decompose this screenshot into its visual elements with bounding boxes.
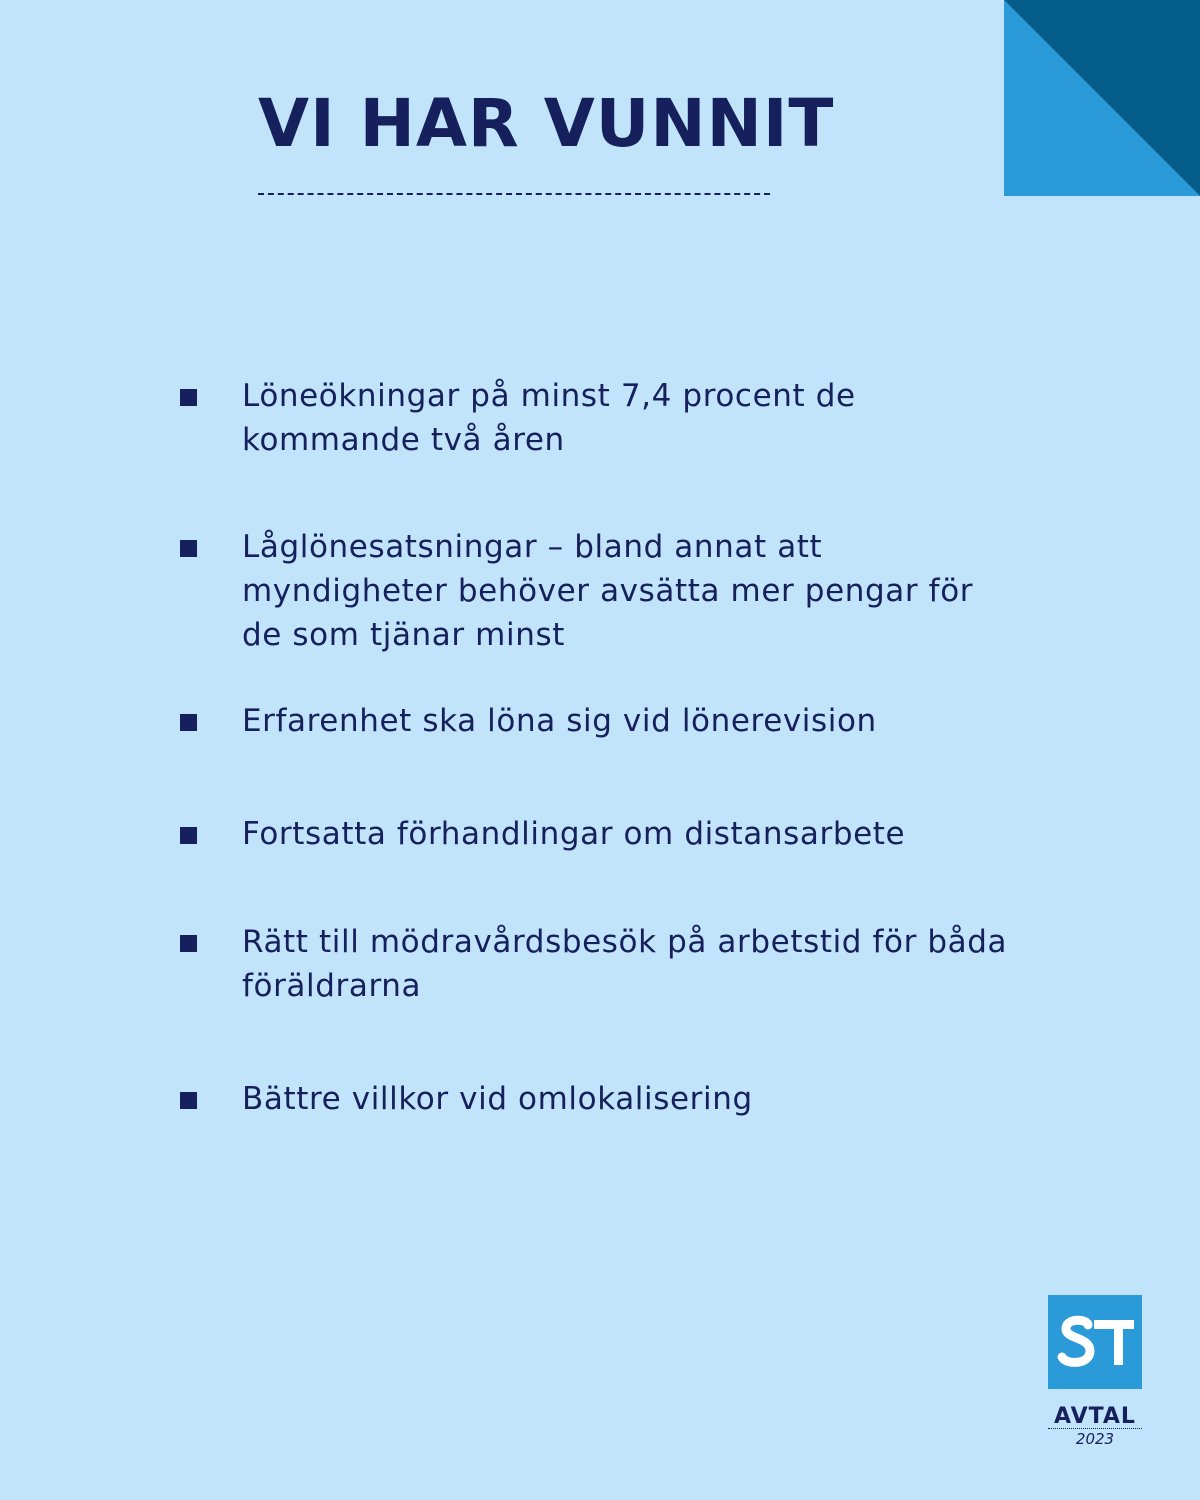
page-title: VI HAR VUNNIT — [258, 85, 835, 162]
list-item-text: Fortsatta förhandlingar om distansarbete — [242, 816, 906, 852]
dashed-divider — [258, 193, 770, 195]
st-logo-mark — [1048, 1295, 1142, 1389]
st-logo-glyphs — [1048, 1295, 1142, 1389]
list-item-text: Erfarenhet ska löna sig vid lönerevision — [242, 703, 877, 739]
square-bullet-icon — [180, 827, 197, 844]
list-item-text: Bättre villkor vid omlokalisering — [242, 1081, 753, 1117]
st-logo — [1048, 1295, 1142, 1389]
square-bullet-icon — [180, 1092, 197, 1109]
list-item-text: Rätt till mödravårdsbesök på arbetstid för båda föräldrarna — [242, 924, 1008, 1004]
list-item-text: Låglönesatsningar – bland annat att myndigheter behöver avsätta mer pengar för de som tjänar minst — [242, 529, 974, 653]
square-bullet-icon — [180, 540, 197, 557]
square-bullet-icon — [180, 389, 197, 406]
list-item-text: Löneökningar på minst 7,4 procent de kommande två åren — [242, 378, 856, 458]
square-bullet-icon — [180, 714, 197, 731]
logo-label: AVTAL — [1054, 1404, 1136, 1429]
square-bullet-icon — [180, 935, 197, 952]
logo-year: 2023 — [1075, 1430, 1115, 1448]
logo-dotted-line — [1048, 1428, 1142, 1429]
folded-corner-icon — [1004, 0, 1200, 196]
